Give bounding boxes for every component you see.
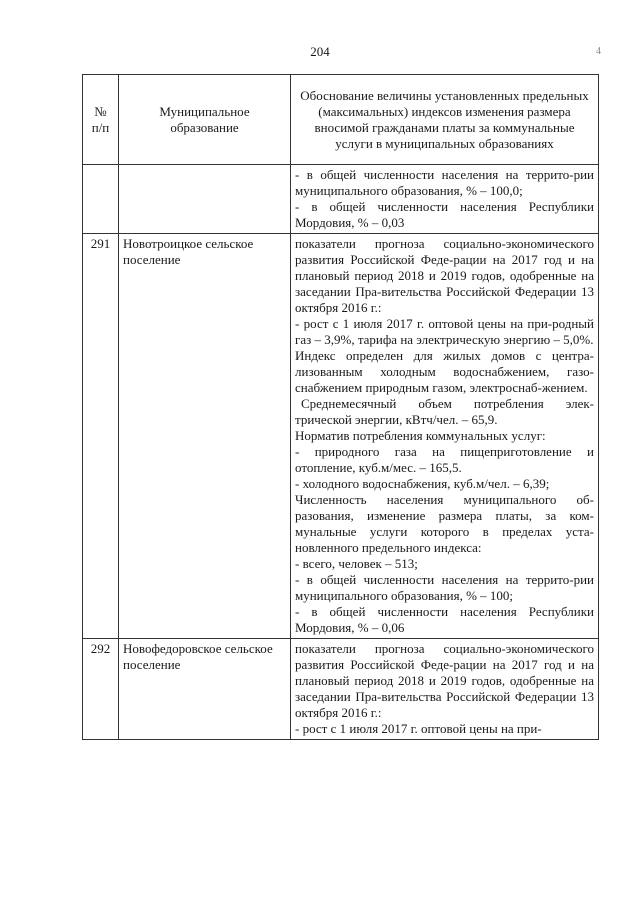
basis-line: - в общей численности населения Республики Мордовия, % – 0,03	[295, 199, 594, 230]
continuation-name	[119, 165, 291, 234]
basis-line: - в общей численности населения на террито-рии муниципального образования, % – 100,0;	[295, 167, 594, 198]
continuation-num	[83, 165, 119, 234]
municipality-name: Новотроицкое сельское поселение	[119, 234, 291, 639]
header-basis: Обоснование величины установленных предельных (максимальных) индексов изменения размера вносимой гражданами платы за коммунальные услуги в муниципальных образованиях	[291, 75, 599, 165]
row-number: 292	[83, 639, 119, 740]
continuation-basis	[291, 165, 599, 234]
corner-mark: 4	[596, 46, 601, 57]
basis-cell	[291, 639, 599, 740]
municipality-name: Новофедоровское сельское поселение	[119, 639, 291, 740]
basis-paragraph: - рост с 1 июля 2017 г. оптовой цены на при-	[295, 721, 542, 736]
table-header-row	[83, 75, 599, 165]
basis-paragraph: Численность населения муниципального об-разования, изменение размера платы, за ком-мунальные услуги которого в пределах уста-новленного предельного индекса:	[295, 492, 594, 555]
indices-table	[82, 74, 599, 740]
basis-paragraph: Среднемесячный объем потребления элек-трической энергии, кВтч/чел. – 65,9.	[295, 396, 594, 427]
basis-paragraph: - холодного водоснабжения, куб.м/чел. – 6,39;	[295, 476, 550, 491]
row-number: 291	[83, 234, 119, 639]
basis-paragraph: показатели прогноза социально-экономического развития Российской Феде-рации на 2017 год и на плановый период 2018 и 2019 годов, одобренные на заседании Пра-вительства Российской Федерации 13 октября 2016 г.:	[295, 236, 594, 315]
header-num: № п/п	[83, 75, 119, 165]
page-number: 204	[310, 44, 330, 59]
table-row	[83, 234, 599, 639]
table-row	[83, 639, 599, 740]
basis-paragraph: - в общей численности населения на террито-рии муниципального образования, % – 100;	[295, 572, 594, 603]
continuation-row	[83, 165, 599, 234]
header-municipality: Муниципальное образование	[119, 75, 291, 165]
basis-paragraph: Индекс определен для жилых домов с центра-лизованным холодным водоснабжением, газо-снабжением природным газом, электроснаб-жением.	[295, 348, 594, 395]
basis-paragraph: - в общей численности населения Республики Мордовия, % – 0,06	[295, 604, 594, 635]
basis-cell	[291, 234, 599, 639]
basis-paragraph: - природного газа на пищеприготовление и отопление, куб.м/мес. – 165,5.	[295, 444, 594, 475]
basis-paragraph: - всего, человек – 513;	[295, 556, 418, 571]
basis-paragraph: Норматив потребления коммунальных услуг:	[295, 428, 546, 443]
basis-paragraph: - рост с 1 июля 2017 г. оптовой цены на при-родный газ – 3,9%, тарифа на электрическую энергию – 5,0%.	[295, 316, 594, 347]
basis-paragraph: показатели прогноза социально-экономического развития Российской Феде-рации на 2017 год и на плановый период 2018 и 2019 годов, одобренные на заседании Пра-вительства Российской Федерации 13 октября 2016 г.:	[295, 641, 594, 720]
